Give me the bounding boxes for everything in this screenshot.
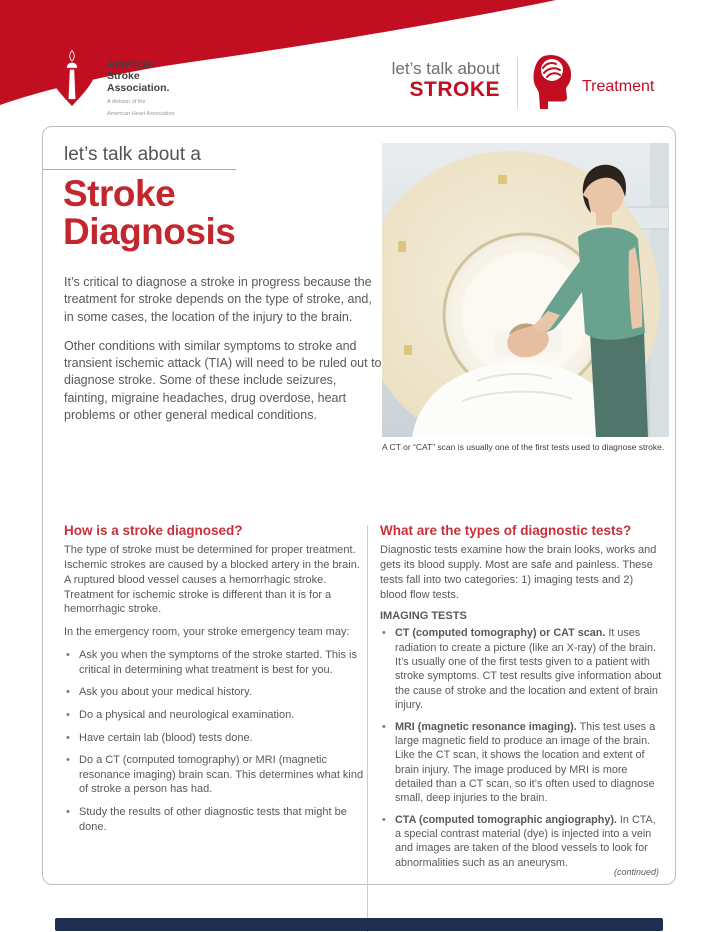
header-divider xyxy=(517,57,518,109)
list-item: • Ask you about your medical history. xyxy=(64,685,365,700)
org-name-line: Stroke xyxy=(107,69,140,82)
list-item: • Ask you when the symptoms of the stroke started. This is critical in determining what treatment is best for you. xyxy=(64,648,365,677)
section-intro: Diagnostic tests examine how the brain looks, works and gets its blood supply. Most are safe and painless. These tests fall into two categories: 1) imaging tests and 2) blood flow tests. xyxy=(380,544,657,601)
intro-paragraph: Other conditions with similar symptoms to stroke and transient ischemic attack (TIA) will need to be ruled out to diagnose stroke. Some of these include seizures, fainting, migraine headaches, drug overdose, heart problems or other general medical conditions. xyxy=(64,338,382,422)
page-title xyxy=(63,175,235,252)
section-lead-in: In the emergency room, your stroke emergency team may: xyxy=(64,626,350,639)
page-title-line: Diagnosis xyxy=(63,211,236,253)
asa-logo xyxy=(46,50,175,118)
list-item: • Have certain lab (blood) tests done. xyxy=(64,731,365,746)
ct-scanner-illustration xyxy=(382,143,669,437)
section-intro: The type of stroke must be determined for proper treatment. Ischemic strokes are caused by a blocked artery in the brain. A ruptured blood vessel causes a hemorrhagic stroke. Treatment for ischemic stroke is different than it is for a hemorrhagic stroke. xyxy=(64,544,360,616)
intro-paragraph: It’s critical to diagnose a stroke in progress because the treatment for stroke depends on the type of stroke, and, in some cases, the location of the injury to the brain. xyxy=(64,275,372,324)
photo-caption: A CT or “CAT” scan is usually one of the first tests used to diagnose stroke. xyxy=(382,442,665,452)
intro-paragraphs xyxy=(64,274,382,436)
org-name-line: American xyxy=(107,58,155,70)
category-label: Treatment xyxy=(582,78,655,95)
list-item: • MRI (magnetic resonance imaging). This test uses a large magnetic field to produce an image of the brain. Like the CT scan, it shows the location and extent of brain injury. The image produced by MRI is more detailed than a CT scan, so it’s often used to diagnose small, deep injuries to the brain. xyxy=(380,720,663,806)
diagnosis-steps-list xyxy=(64,648,365,834)
ct-scan-photo xyxy=(382,143,669,453)
division-line: A division of the xyxy=(107,98,146,105)
imaging-tests-subheading: IMAGING TESTS xyxy=(380,610,467,623)
asa-logo-text xyxy=(107,50,175,118)
list-item: • Do a CT (computed tomography) or MRI (magnetic resonance imaging) brain scan. This determines what kind of stroke a person has had. xyxy=(64,753,365,797)
series-kicker: let’s talk about xyxy=(391,59,500,78)
section-heading: How is a stroke diagnosed? xyxy=(64,523,243,538)
footer-bar xyxy=(55,918,663,931)
division-line: American Heart Association xyxy=(107,110,175,117)
org-name-line: Association. xyxy=(107,81,170,94)
series-name: STROKE xyxy=(409,77,500,101)
heart-torch-icon xyxy=(46,50,98,110)
hero-kicker: let’s talk about a xyxy=(64,144,201,165)
section-how-diagnosed xyxy=(64,523,365,842)
page-title-line: Stroke xyxy=(63,173,176,214)
list-item: • CT (computed tomography) or CAT scan. It uses radiation to create a picture (like an X-ray) of the brain. It’s usually one of the first tests given to a patient with stroke symptoms. CT test results give information about the cause of stroke and the location and extent of brain injury. xyxy=(380,626,663,712)
list-item: • Do a physical and neurological examination. xyxy=(64,708,365,723)
imaging-tests-list xyxy=(380,626,663,870)
series-title-block xyxy=(340,60,500,101)
list-item: • Study the results of other diagnostic tests that might be done. xyxy=(64,805,365,834)
kicker-underline xyxy=(43,169,236,170)
continued-note: (continued) xyxy=(613,867,659,877)
section-heading: What are the types of diagnostic tests? xyxy=(380,523,632,538)
column-divider xyxy=(367,525,368,932)
content-card xyxy=(42,126,676,885)
section-diagnostic-tests xyxy=(380,523,663,877)
list-item: • CTA (computed tomographic angiography). In CTA, a special contrast material (dye) is injected into a vein and images are taken of the blood vessels to look for abnormalities such as an aneurysm. xyxy=(380,813,663,870)
head-brain-icon xyxy=(530,54,575,110)
